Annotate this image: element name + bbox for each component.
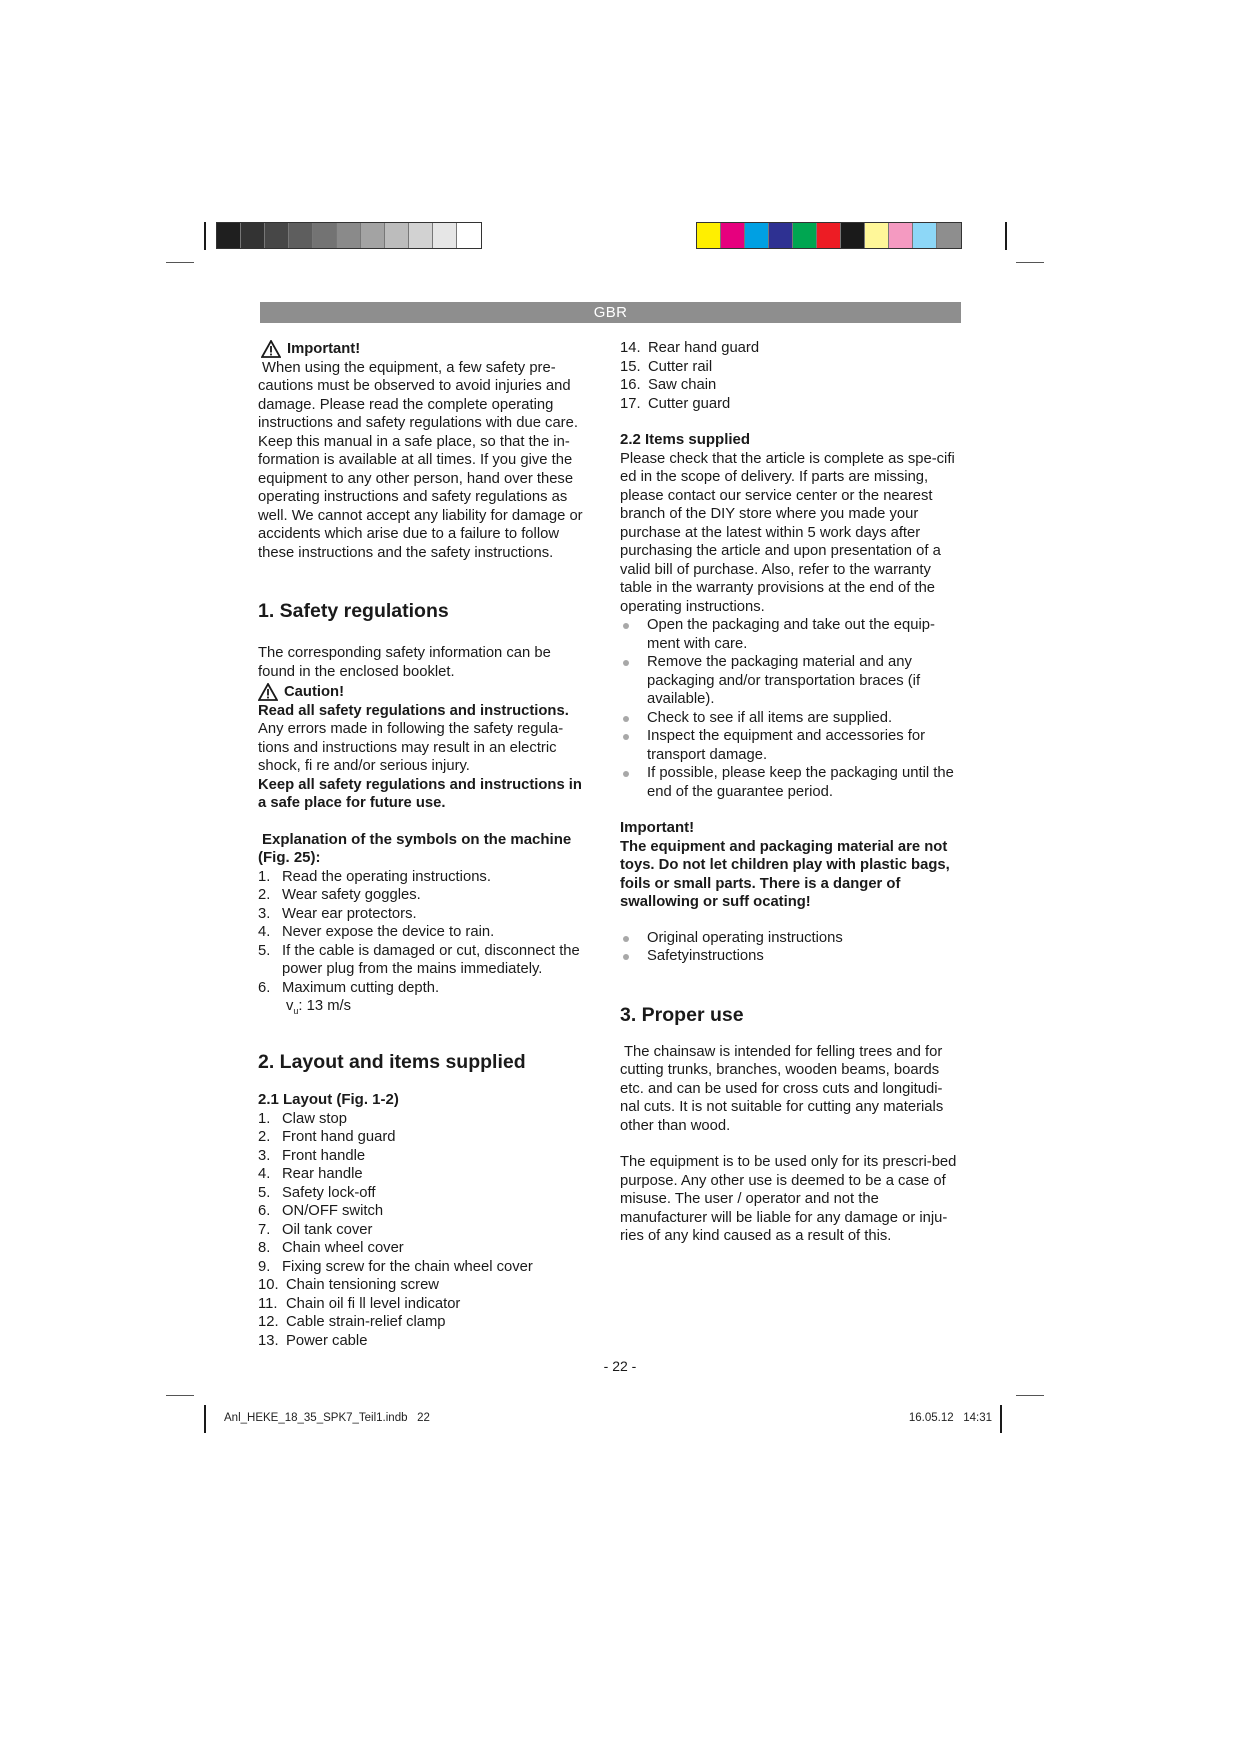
layout-subheading: 2.1 Layout (Fig. 1-2)	[258, 1091, 399, 1109]
color-swatch-2	[721, 223, 745, 248]
list-item	[258, 1295, 588, 1314]
list-item-text: Claw stop	[282, 1110, 347, 1127]
color-swatch-8	[865, 223, 889, 248]
crop-mark-bottom-right-vertical	[1000, 1405, 1002, 1433]
color-swatch-9	[889, 223, 913, 248]
warning-triangle-icon	[261, 340, 281, 358]
list-item	[258, 868, 588, 887]
bullet-item: Inspect the equipment and accessories for transport damage.	[620, 727, 960, 764]
list-item-number: 6.	[258, 979, 271, 996]
caution-text: Any errors made in following the safety regula-tions and instructions may result in an electric shock, fi re and/or serious injury.	[258, 721, 564, 774]
caution-title: Caution!	[258, 683, 588, 702]
grey-swatch-10	[433, 223, 457, 248]
list-item	[258, 905, 588, 924]
list-item-number: 6.	[258, 1203, 271, 1220]
list-item-text: Maximum cutting depth.	[282, 979, 440, 996]
footer-file-name: Anl_HEKE_18_35_SPK7_Teil1.indb 22	[224, 1412, 430, 1424]
list-item	[258, 1147, 588, 1166]
list-item-text: Front handle	[282, 1147, 366, 1164]
list-item	[258, 1128, 588, 1147]
list-item	[258, 1110, 588, 1129]
list-item-text: Cutter rail	[648, 358, 713, 375]
items-supplied-heading: 2.2 Items supplied	[620, 431, 751, 448]
list-item	[258, 1258, 588, 1277]
grey-swatch-11	[457, 223, 481, 248]
important-title: Important!	[261, 340, 588, 359]
list-item	[258, 979, 588, 998]
list-item-text: Rear handle	[282, 1166, 363, 1183]
list-item-number: 14.	[620, 340, 641, 356]
list-item-text: Chain tensioning screw	[286, 1277, 439, 1294]
list-item	[620, 339, 960, 358]
list-item-number: 17.	[620, 395, 641, 412]
grey-swatch-3	[265, 223, 289, 248]
list-item-text: Chain wheel cover	[282, 1240, 404, 1257]
crop-mark-top-left-horizontal	[166, 262, 194, 263]
grey-swatch-4	[289, 223, 313, 248]
bullet-item: Remove the packaging material and any packaging and/or transportation braces (if available).	[620, 653, 960, 709]
grey-swatch-8	[385, 223, 409, 248]
list-item-number: 9.	[258, 1258, 271, 1275]
bullet-item: If possible, please keep the packaging until the end of the guarantee period.	[620, 764, 960, 801]
layout-items-list	[258, 1110, 588, 1351]
list-item-number: 15.	[620, 358, 641, 375]
symbols-list	[258, 868, 588, 998]
important-2-title: Important!	[620, 819, 695, 836]
proper-use-para-2: The equipment is to be used only for its prescri-bed purpose. Any other use is deemed to be a case of misuse. The user / operator and not the manufacturer will be liable for any damage or inju-ries of any kind caused as a result of this.	[620, 1154, 957, 1244]
section-3-heading: 3. Proper use	[620, 1003, 744, 1026]
color-swatch-7	[841, 223, 865, 248]
list-item-number: 2.	[258, 887, 271, 903]
right-column	[620, 339, 960, 1246]
list-item-number: 8.	[258, 1240, 271, 1257]
grey-swatch-2	[241, 223, 265, 248]
list-item-text: Chain oil fi ll level indicator	[286, 1295, 461, 1312]
list-item-text: Front hand guard	[282, 1129, 396, 1146]
crop-mark-bottom-left-horizontal	[166, 1395, 194, 1396]
page-number: - 22 -	[603, 1358, 637, 1374]
list-item-number: 7.	[258, 1221, 271, 1238]
color-swatch-4	[769, 223, 793, 248]
color-swatch-1	[697, 223, 721, 248]
list-item-number: 10.	[258, 1277, 279, 1294]
list-item-text: Cutter guard	[648, 395, 731, 412]
list-item	[258, 1221, 588, 1240]
crop-mark-top-right-horizontal	[1016, 262, 1044, 263]
list-item-text: Read the operating instructions.	[282, 868, 491, 885]
section-1-heading: 1. Safety regulations	[258, 600, 449, 622]
important-2-text: The equipment and packaging material are not toys. Do not let children play with plastic bags, foils or small parts. There is a danger of swallowing or suff ocating!	[620, 838, 950, 910]
safety-intro: The corresponding safety information can be found in the enclosed booklet.	[258, 645, 551, 680]
grey-swatch-7	[361, 223, 385, 248]
crop-mark-top-left-vertical	[204, 222, 206, 250]
language-header-bar: GBR	[260, 302, 961, 323]
list-item-text: Rear hand guard	[648, 340, 760, 356]
symbols-heading: Explanation of the symbols on the machine (Fig. 25):	[258, 830, 572, 866]
section-2-heading: 2. Layout and items supplied	[258, 1051, 526, 1074]
list-item-number: 3.	[258, 1147, 271, 1164]
list-item-number: 1.	[258, 868, 271, 885]
list-item-number: 3.	[258, 905, 271, 922]
list-item-number: 12.	[258, 1314, 279, 1331]
grey-swatch-9	[409, 223, 433, 248]
list-item	[620, 395, 960, 414]
list-item-number: 5.	[258, 1184, 271, 1201]
list-item-number: 4.	[258, 1166, 271, 1183]
color-swatch-5	[793, 223, 817, 248]
bullet-item: Original operating instructions	[620, 929, 960, 948]
list-item-text: Oil tank cover	[282, 1221, 373, 1238]
list-item-text: Power cable	[286, 1332, 368, 1349]
list-item	[258, 923, 588, 942]
list-item	[258, 886, 588, 905]
color-calibration-strip	[696, 222, 962, 249]
grey-swatch-1	[217, 223, 241, 248]
list-item-text: Never expose the device to rain.	[282, 924, 495, 940]
crop-mark-top-right-vertical	[1005, 222, 1007, 250]
keep-instructions-bold: Keep all safety regulations and instructions in a safe place for future use.	[258, 776, 582, 811]
color-swatch-3	[745, 223, 769, 248]
list-item-number: 1.	[258, 1110, 271, 1127]
list-item	[258, 1165, 588, 1184]
color-swatch-6	[817, 223, 841, 248]
list-item-text: Safety lock-off	[282, 1184, 376, 1201]
bullet-item: Open the packaging and take out the equip-ment with care.	[620, 616, 960, 653]
list-item	[258, 1332, 588, 1351]
proper-use-para-1: The chainsaw is intended for felling trees and for cutting trunks, branches, wooden beams, boards etc. and can be used for cross cuts and longitudi-nal cuts. It is not suitable for cutting any materials other than wood.	[620, 1043, 944, 1134]
crop-mark-bottom-right-horizontal	[1016, 1395, 1044, 1396]
grey-swatch-6	[337, 223, 361, 248]
supplied-documents-list	[620, 929, 960, 966]
list-item	[258, 1239, 588, 1258]
color-swatch-10	[913, 223, 937, 248]
list-item-number: 13.	[258, 1332, 279, 1349]
grey-swatch-5	[313, 223, 337, 248]
list-item	[258, 1202, 588, 1221]
list-item	[258, 1313, 588, 1332]
items-supplied-text: Please check that the article is complete as spe-cifi ed in the scope of delivery. If parts are missing, please contact our service center or the nearest branch of the DIY store where you made your purchase at the latest within 5 work days after purchasing the article and upon presentation of a valid bill of purchase. Also, refer to the warranty table in the warranty provisions at the end of the operating instructions.	[620, 450, 955, 615]
warning-triangle-icon	[258, 683, 278, 701]
list-item-text: Wear safety goggles.	[282, 887, 421, 903]
crop-mark-bottom-left-vertical	[204, 1405, 206, 1433]
list-item	[258, 1184, 588, 1203]
list-item	[620, 376, 960, 395]
left-column	[258, 340, 588, 1350]
list-item-number: 5.	[258, 942, 271, 959]
list-item-number: 11.	[258, 1295, 278, 1312]
footer-timestamp: 16.05.12 14:31	[908, 1412, 992, 1424]
important-text: When using the equipment, a few safety pre-cautions must be observed to avoid injuries and damage. Please read the complete operating instructions and safety regulations with due care. Keep this manual in a safe place, so that the in-formation is available at all times. If you give the equipment to any other person, hand over these operating instructions and safety regulations as well. We cannot accept any liability for damage or accidents which arise due to a failure to follow these instructions and the safety instructions.	[258, 359, 583, 561]
list-item-number: 16.	[620, 377, 641, 393]
list-item-text: If the cable is damaged or cut, disconnect the power plug from the mains immediately.	[282, 942, 580, 977]
list-item-number: 2.	[258, 1129, 271, 1146]
list-item	[620, 358, 960, 377]
list-item-text: Saw chain	[648, 377, 717, 393]
bullet-item: Check to see if all items are supplied.	[620, 709, 960, 728]
items-supplied-bullets	[620, 616, 960, 801]
bullet-item: Safetyinstructions	[620, 947, 960, 966]
caution-bold: Read all safety regulations and instructions.	[258, 702, 569, 719]
list-item-text: Fixing screw for the chain wheel cover	[282, 1258, 533, 1275]
list-item-number: 4.	[258, 924, 271, 940]
list-item	[258, 1276, 588, 1295]
color-swatch-11	[937, 223, 961, 248]
list-item-text: Cable strain-relief clamp	[286, 1314, 446, 1331]
speed-line: $v_u$: 13 m/s	[286, 998, 352, 1016]
grey-calibration-strip	[216, 222, 482, 249]
list-item	[258, 942, 588, 979]
layout-items-list-continued	[620, 339, 960, 413]
list-item-text: ON/OFF switch	[282, 1203, 384, 1220]
list-item-text: Wear ear protectors.	[282, 905, 417, 922]
